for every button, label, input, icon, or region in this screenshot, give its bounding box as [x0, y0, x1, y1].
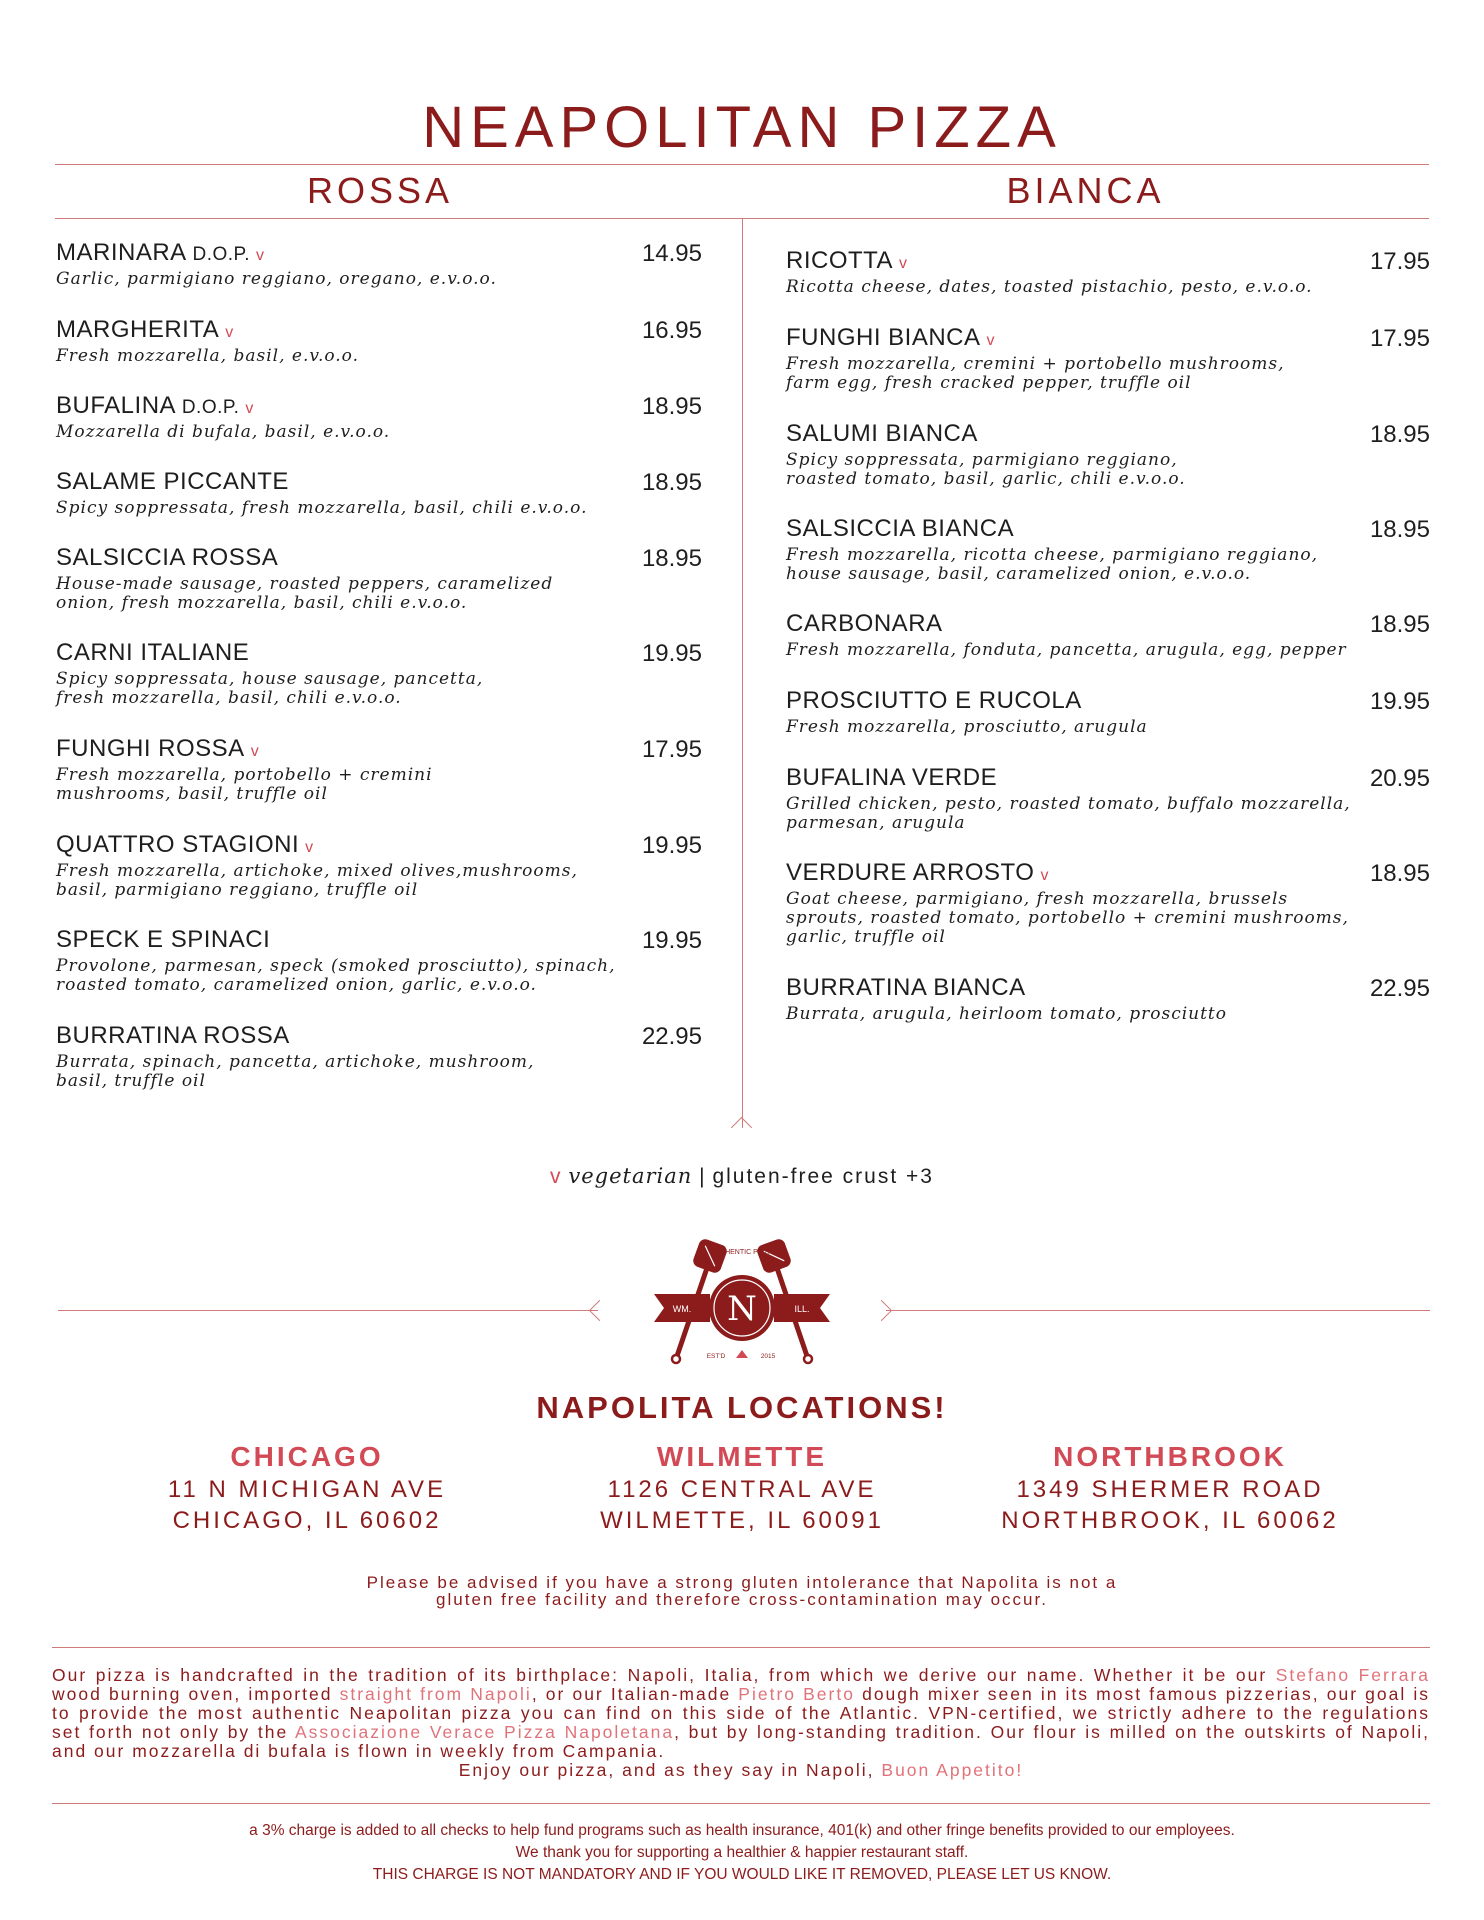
item-name: BUFALINA VERDE	[786, 764, 998, 791]
page-title: NEAPOLITAN PIZZA	[422, 94, 1062, 160]
item-price: 19.95	[1369, 688, 1430, 715]
item-name: MARINARA	[56, 239, 187, 266]
menu-item	[56, 640, 483, 708]
menu-item	[786, 421, 1186, 489]
vegetarian-mark: v	[1040, 867, 1049, 884]
item-description: Fresh mozzarella, fonduta, pancetta, arugula, egg, pepper	[786, 640, 1347, 660]
menu-item	[56, 393, 390, 442]
vegetarian-mark: v	[250, 743, 260, 760]
item-name: BURRATINA BIANCA	[786, 974, 1026, 1001]
logo-left-text: WM.	[672, 1304, 692, 1314]
item-description: Goat cheese, parmigiano, fresh mozzarella, brussels sprouts, roasted tomato, portobello + cremini mushrooms, garlic, truffle oil	[786, 889, 1349, 947]
vegetarian-mark: v	[986, 332, 996, 349]
item-description: House-made sausage, roasted peppers, caramelized onion, fresh mozzarella, basil, chili e.v.o.o.	[56, 574, 554, 613]
about-text: Enjoy our pizza, and as they say in Napoli,	[458, 1760, 882, 1780]
napolita-logo	[652, 1228, 832, 1368]
rossa-heading: ROSSA	[306, 170, 454, 211]
item-description: Fresh mozzarella, ricotta cheese, parmigiano reggiano, house sausage, basil, caramelized onion, e.v.o.o.	[786, 545, 1319, 584]
item-price: 22.95	[1369, 975, 1430, 1002]
item-price: 18.95	[1369, 516, 1430, 543]
item-name: QUATTRO STAGIONI	[56, 831, 300, 858]
item-price: 19.95	[641, 832, 702, 859]
item-description: Fresh mozzarella, basil, e.v.o.o.	[56, 346, 360, 366]
legend-separator: |	[699, 1165, 706, 1188]
about-divider-bottom	[52, 1803, 1430, 1804]
bianca-heading: BIANCA	[1006, 170, 1165, 211]
item-description: Garlic, parmigiano reggiano, oregano, e.v.o.o.	[56, 269, 497, 289]
item-name: CARBONARA	[786, 610, 943, 637]
vegetarian-mark: v	[256, 247, 265, 264]
service-charge-footer	[0, 1820, 1484, 1886]
menu-item	[786, 688, 1148, 737]
chevron-right-icon	[871, 1300, 892, 1321]
item-price: 18.95	[641, 393, 702, 420]
item-name: BUFALINA	[56, 392, 177, 419]
logo-rule-left	[58, 1310, 598, 1311]
menu-item	[786, 611, 1347, 660]
item-description: Spicy soppressata, house sausage, pancetta, fresh mozzarella, basil, chili e.v.o.o.	[56, 669, 484, 708]
location-city: WILMETTE	[656, 1441, 828, 1472]
location-street: 1349 SHERMER ROAD	[1016, 1476, 1324, 1503]
locations-title: NAPOLITA LOCATIONS!	[536, 1390, 948, 1425]
about-text: , but by long-standing tradition. Our flour is milled on the outskirts of Napoli, and our mozzarella di bufala is flown in weekly from Campania.	[52, 1722, 1430, 1761]
about-closing	[52, 1761, 1430, 1780]
gluten-notice-line: Please be advised if you have a strong gluten intolerance that Napolita is not a	[366, 1573, 1118, 1592]
location-citystate: NORTHBROOK, IL 60062	[1001, 1507, 1339, 1534]
item-name: MARGHERITA	[56, 316, 220, 343]
column-divider-cap	[731, 1117, 752, 1138]
logo-rule-right	[886, 1310, 1430, 1311]
item-price: 16.95	[641, 317, 702, 344]
legend-vegetarian: vegetarian	[568, 1164, 693, 1188]
item-price: 18.95	[1369, 421, 1430, 448]
menu-item	[786, 248, 1313, 297]
item-name: SALSICCIA BIANCA	[786, 515, 1015, 542]
logo-right-text: ILL.	[794, 1304, 810, 1314]
item-price: 17.95	[1369, 325, 1430, 352]
item-price: 18.95	[1369, 611, 1430, 638]
about-text: wood burning oven, imported	[52, 1684, 340, 1704]
item-description: Fresh mozzarella, portobello + cremini mushrooms, basil, truffle oil	[56, 765, 433, 804]
menu-item	[56, 927, 616, 995]
item-price: 18.95	[1369, 860, 1430, 887]
item-subtitle: D.O.P.	[186, 244, 251, 265]
item-price: 19.95	[641, 927, 702, 954]
item-description: Grilled chicken, pesto, roasted tomato, buffalo mozzarella, parmesan, arugula	[786, 794, 1351, 833]
item-description: Burrata, arugula, heirloom tomato, prosciutto	[786, 1004, 1227, 1024]
about-highlight: Buon Appetito!	[881, 1760, 1024, 1780]
vegetarian-mark: v	[305, 839, 314, 856]
about-highlight: Pietro Berto	[738, 1684, 855, 1704]
gluten-notice-line: gluten free facility and therefore cross-contamination may occur.	[436, 1590, 1048, 1609]
vegetarian-mark: v	[550, 1165, 562, 1188]
gluten-notice	[0, 1574, 1484, 1608]
menu-item	[56, 240, 497, 289]
location-citystate: WILMETTE, IL 60091	[600, 1507, 884, 1534]
item-name: RICOTTA	[786, 247, 894, 274]
about-highlight: Stefano Ferrara	[1275, 1665, 1430, 1685]
item-price: 19.95	[641, 640, 702, 667]
logo-year: 2015	[760, 1353, 776, 1360]
location-street: 11 N MICHIGAN AVE	[167, 1476, 447, 1503]
legend	[0, 1164, 1484, 1189]
item-name: SPECK E SPINACI	[56, 926, 271, 953]
chevron-left-icon	[589, 1300, 610, 1321]
item-price: 20.95	[1369, 765, 1430, 792]
item-description: Spicy soppressata, parmigiano reggiano, roasted tomato, basil, garlic, chili e.v.o.o.	[786, 450, 1186, 489]
item-name: CARNI ITALIANE	[56, 639, 250, 666]
vegetarian-mark: v	[899, 255, 908, 272]
item-price: 14.95	[641, 240, 702, 267]
logo-letter: N	[727, 1289, 757, 1329]
item-price: 17.95	[1369, 248, 1430, 275]
menu-item	[56, 832, 578, 900]
location-citystate: CHICAGO, IL 60602	[172, 1507, 442, 1534]
menu-item	[56, 1023, 534, 1091]
item-name: FUNGHI BIANCA	[786, 324, 981, 351]
item-price: 18.95	[641, 469, 702, 496]
vegetarian-mark: v	[245, 400, 254, 417]
location-street: 1126 CENTRAL AVE	[607, 1476, 877, 1503]
item-description: Ricotta cheese, dates, toasted pistachio, pesto, e.v.o.o.	[786, 277, 1313, 297]
menu-item	[786, 860, 1349, 947]
about-divider-top	[52, 1647, 1430, 1648]
menu-item	[56, 469, 587, 518]
about-paragraph	[52, 1666, 1430, 1780]
item-subtitle: D.O.P.	[176, 397, 240, 418]
logo-est: EST'D	[706, 1353, 726, 1360]
footer-line: a 3% charge is added to all checks to help fund programs such as health insurance, 401(k) and other fringe benefits provided to our employees.	[249, 1822, 1235, 1839]
menu-item	[786, 975, 1227, 1024]
location-wilmette	[562, 1440, 922, 1536]
location-chicago	[127, 1440, 487, 1536]
item-name: SALAME PICCANTE	[56, 468, 289, 495]
item-name: PROSCIUTTO E RUCOLA	[786, 687, 1082, 714]
vegetarian-mark: v	[225, 324, 234, 341]
menu-item	[786, 516, 1318, 584]
item-price: 22.95	[641, 1023, 702, 1050]
item-description: Fresh mozzarella, cremini + portobello mushrooms, farm egg, fresh cracked pepper, truffle oil	[786, 354, 1285, 393]
logo-top-text: AUTHENTIC PIZZA	[711, 1249, 773, 1256]
item-description: Mozzarella di bufala, basil, e.v.o.o.	[56, 422, 391, 442]
menu-item	[56, 545, 553, 613]
menu-item	[786, 765, 1351, 833]
item-description: Spicy soppressata, fresh mozzarella, basil, chili e.v.o.o.	[56, 498, 588, 518]
about-highlight: Associazione Verace Pizza Napoletana	[295, 1722, 675, 1742]
item-name: SALSICCIA ROSSA	[56, 544, 279, 571]
item-description: Fresh mozzarella, prosciutto, arugula	[786, 717, 1148, 737]
about-highlight: straight from Napoli	[339, 1684, 532, 1704]
item-name: FUNGHI ROSSA	[56, 735, 245, 762]
location-city: CHICAGO	[230, 1441, 384, 1472]
top-divider	[55, 164, 1429, 165]
location-northbrook	[990, 1440, 1350, 1536]
item-name: SALUMI BIANCA	[786, 420, 978, 447]
about-text: Our pizza is handcrafted in the tradition of its birthplace: Napoli, Italia, from which we derive our name. Whether it be our	[52, 1665, 1276, 1685]
item-price: 18.95	[641, 545, 702, 572]
menu-item	[56, 736, 433, 804]
about-text: , or our Italian-made	[531, 1684, 739, 1704]
location-city: NORTHBROOK	[1053, 1441, 1287, 1472]
menu-item	[56, 317, 359, 366]
legend-gluten-free: gluten-free crust +3	[712, 1165, 934, 1188]
footer-line: THIS CHARGE IS NOT MANDATORY AND IF YOU WOULD LIKE IT REMOVED, PLEASE LET US KNOW.	[372, 1866, 1112, 1883]
item-description: Fresh mozzarella, artichoke, mixed olives,mushrooms, basil, parmigiano reggiano, truffle oil	[56, 861, 578, 900]
menu-item	[786, 325, 1285, 393]
item-description: Burrata, spinach, pancetta, artichoke, mushroom, basil, truffle oil	[56, 1052, 535, 1091]
about-text: dough mixer seen in its most famous pizzerias, our goal is to provide the most authentic Neapolitan pizza you can find on this side of the Atlantic. VPN-certified, we strictly adhere to the regulations set forth not only by the	[52, 1684, 1430, 1742]
item-name: BURRATINA ROSSA	[56, 1022, 290, 1049]
column-divider	[742, 218, 743, 1128]
item-description: Provolone, parmesan, speck (smoked prosciutto), spinach, roasted tomato, caramelized onion, garlic, e.v.o.o.	[56, 956, 616, 995]
item-name: VERDURE ARROSTO	[786, 859, 1035, 886]
item-price: 17.95	[641, 736, 702, 763]
footer-line: We thank you for supporting a healthier & happier restaurant staff.	[515, 1844, 969, 1861]
